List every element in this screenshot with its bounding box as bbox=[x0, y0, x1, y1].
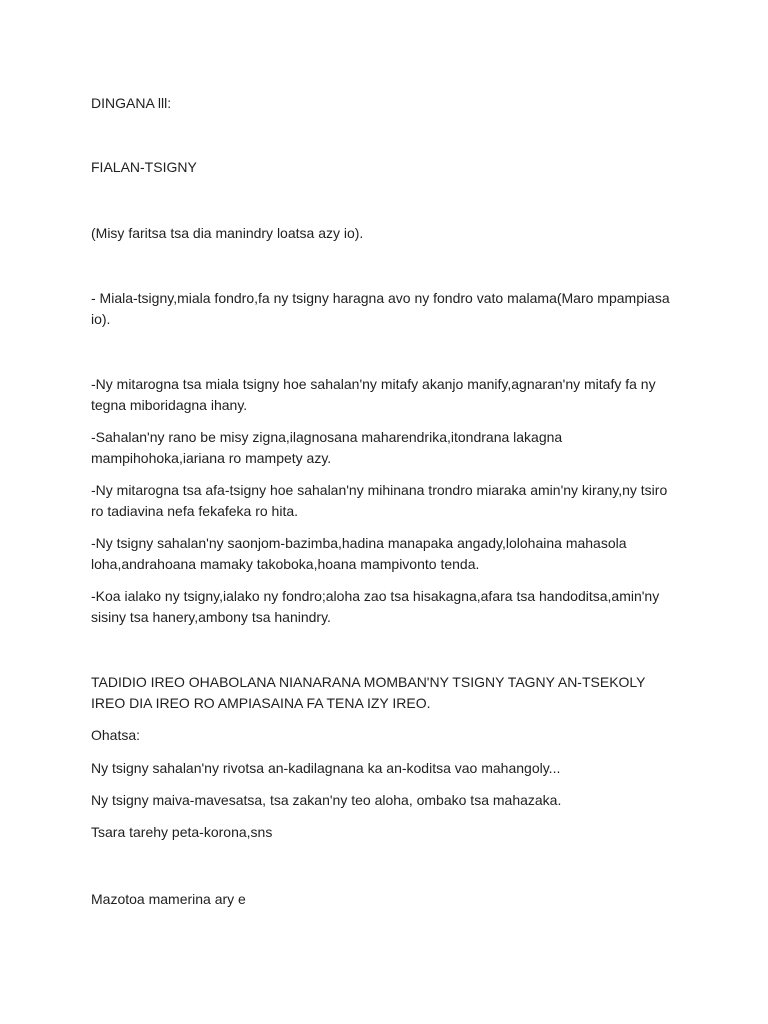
intro-paragraph: - Miala-tsigny,miala fondro,fa ny tsigny haragna avo ny fondro vato malama(Maro mpampiasa io). bbox=[91, 290, 670, 327]
instruction-paragraph: TADIDIO IREO OHABOLANA NIANARANA MOMBAN'NY TSIGNY TAGNY AN-TSEKOLY IREO DIA IREO RO AMPIASAINA FA TENA IZY IREO. bbox=[91, 674, 646, 711]
closing-line: Mazotoa mamerina ary e bbox=[91, 891, 246, 907]
point-paragraph: -Ny tsigny sahalan'ny saonjom-bazimba,hadina manapaka angady,lolohaina mahasola loha,andrahoana mamaky takoboka,hoana mampivonto tenda. bbox=[91, 535, 627, 572]
document-title: FIALAN-TSIGNY bbox=[91, 159, 197, 175]
point-paragraph: -Koa ialako ny tsigny,ialako ny fondro;aloha zao tsa hisakagna,afara tsa handoditsa,amin'ny sisiny tsa hanery,ambony tsa hanindry. bbox=[91, 588, 660, 625]
examples-label: Ohatsa: bbox=[91, 727, 141, 743]
chapter-heading: DINGANA lll: bbox=[91, 95, 172, 111]
example-line: Ny tsigny sahalan'ny rivotsa an-kadilagnana ka an-koditsa vao mahangoly... bbox=[91, 760, 561, 776]
point-paragraph: -Sahalan'ny rano be misy zigna,ilagnosana maharendrika,itondrana lakagna mampihohoka,iariana ro mampety azy. bbox=[91, 429, 563, 466]
point-paragraph: -Ny mitarogna tsa miala tsigny hoe sahalan'ny mitafy akanjo manify,agnaran'ny mitafy fa ny tegna miboridagna ihany. bbox=[91, 376, 656, 413]
example-line: Ny tsigny maiva-mavesatsa, tsa zakan'ny teo aloha, ombako tsa mahazaka. bbox=[91, 792, 562, 808]
example-line: Tsara tarehy peta-korona,sns bbox=[91, 824, 273, 840]
note-paragraph: (Misy faritsa tsa dia manindry loatsa azy io). bbox=[91, 225, 364, 241]
point-paragraph: -Ny mitarogna tsa afa-tsigny hoe sahalan'ny mihinana trondro miaraka amin'ny kirany,ny tsiro ro tadiavina nefa fekafeka ro hita. bbox=[91, 482, 668, 519]
